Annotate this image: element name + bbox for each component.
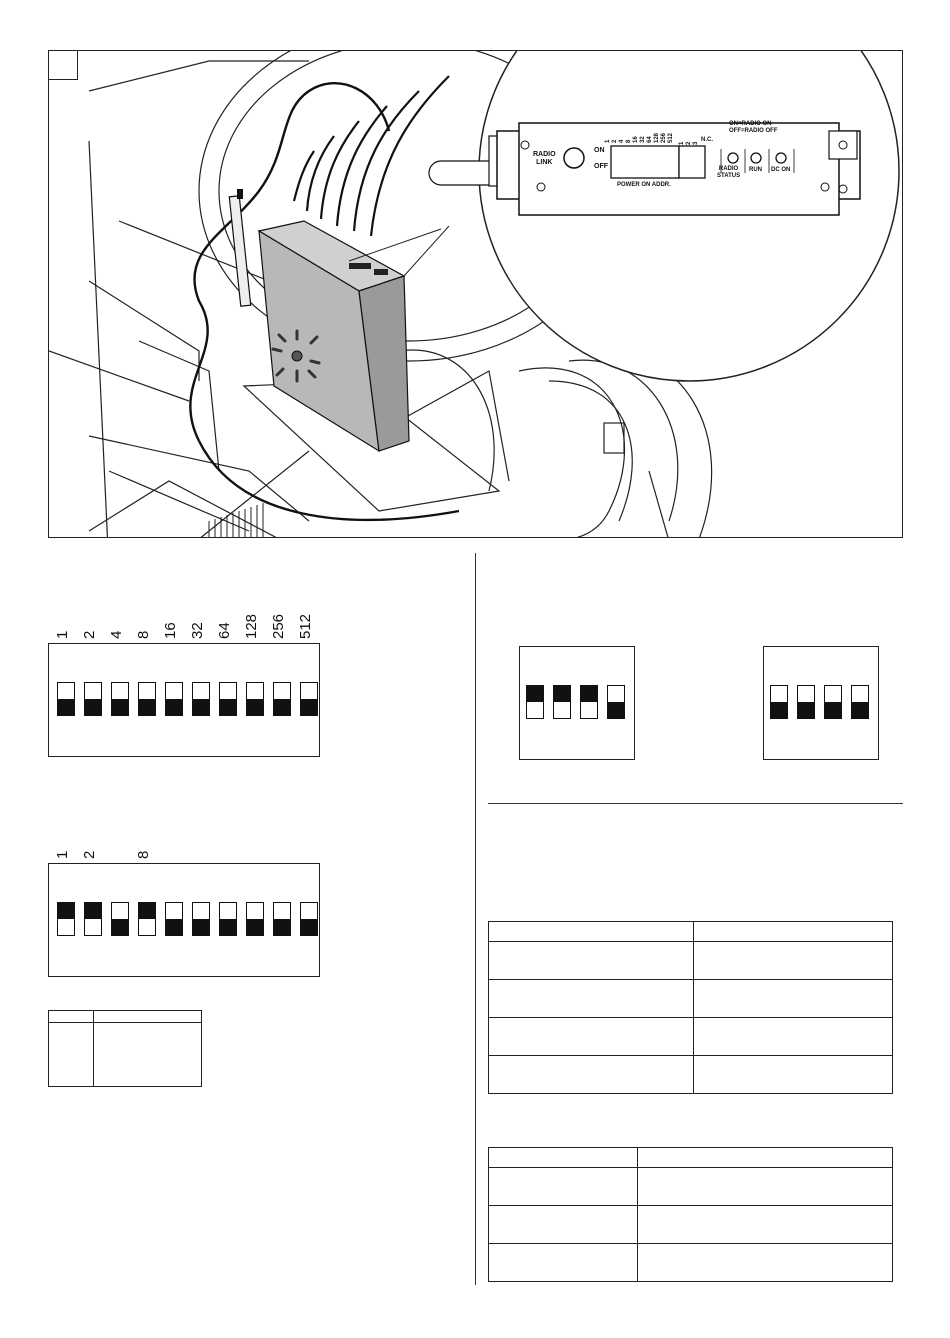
nc-label: N.C.: [701, 137, 713, 143]
dip-switch-3: [111, 682, 129, 716]
switch-lever: [166, 699, 182, 715]
switch-lever: [852, 702, 868, 718]
switch-lever: [58, 903, 74, 919]
dip-position-label: 8: [135, 850, 152, 859]
switch-lever: [554, 686, 570, 702]
switch-lever: [139, 699, 155, 715]
switch-lever: [58, 699, 74, 715]
dip-switch-2: [84, 682, 102, 716]
panel-number: 8: [626, 139, 632, 143]
radio-link-label: RADIO LINK: [533, 151, 556, 166]
switch-lever: [771, 702, 787, 718]
dip-position-label: 512: [297, 613, 314, 639]
dip-switch-7: [219, 902, 237, 936]
dip-position-label: 1: [54, 850, 71, 859]
power-on-addr-label: POWER ON ADDR.: [617, 182, 671, 188]
dip-position-label: 4: [108, 630, 125, 639]
switch-lever: [85, 699, 101, 715]
switch-lever: [220, 919, 236, 935]
table-cell: [638, 1148, 893, 1168]
panel-number: 2: [612, 139, 618, 143]
switch-lever: [274, 919, 290, 935]
figure-tag: [49, 51, 78, 80]
switch-lever: [166, 919, 182, 935]
panel-number: 256: [661, 132, 667, 143]
dip-switch-1: [57, 682, 75, 716]
switch-lever: [301, 699, 317, 715]
panel-number: 1: [679, 141, 685, 145]
dip-switch-4: [138, 902, 156, 936]
switch-lever: [193, 919, 209, 935]
table-cell: [694, 1018, 893, 1056]
dip-position-label: 128: [243, 613, 260, 639]
table-cell: [638, 1244, 893, 1282]
table-cell: [694, 1056, 893, 1094]
table-cell: [489, 922, 694, 942]
table-cell: [694, 942, 893, 980]
small-table-cell: [94, 1011, 202, 1023]
panel-number: 4: [619, 139, 625, 143]
dc-on-label: DC ON: [771, 167, 791, 173]
dip-position-label: 1: [54, 630, 71, 639]
dip-position-label: 2: [81, 630, 98, 639]
dip-switch-6: [192, 902, 210, 936]
switch-lever: [139, 903, 155, 919]
small-table-cell: [49, 1011, 94, 1023]
small-table: [48, 1010, 202, 1087]
switch-lever: [193, 699, 209, 715]
address-numbers: [605, 113, 691, 143]
panel-number: 1: [605, 139, 611, 143]
switch-lever: [527, 686, 543, 702]
switch-lever: [274, 699, 290, 715]
dip-switch-small-a: [519, 646, 635, 760]
dip-switch-4: [138, 682, 156, 716]
dip-switch-small-b: [763, 646, 879, 760]
run-label: RUN: [749, 167, 762, 173]
switch-lever: [825, 702, 841, 718]
table-cell: [489, 980, 694, 1018]
dip-switch-5: [165, 902, 183, 936]
dip-position-label: 2: [81, 850, 98, 859]
switch-lever: [608, 702, 624, 718]
dip-switch-2: [553, 685, 571, 719]
dip-switch-1: [770, 685, 788, 719]
dip-switch-5: [165, 682, 183, 716]
dip-position-label: 64: [216, 622, 233, 639]
off-label: OFF: [594, 163, 608, 170]
column-divider: [475, 553, 476, 1285]
table-cell: [638, 1168, 893, 1206]
table-cell: [489, 1056, 694, 1094]
dip-switch-3: [111, 902, 129, 936]
switch-lever: [798, 702, 814, 718]
dip-position-label: 256: [270, 613, 287, 639]
fixture-illustration: [48, 50, 903, 538]
switch-lever: [85, 903, 101, 919]
on-label: ON: [594, 147, 605, 154]
dip-position-label: 16: [162, 622, 179, 639]
switch-lever: [247, 699, 263, 715]
panel-number: 512: [668, 132, 674, 143]
section-divider: [488, 803, 903, 804]
dip-switch-1: [526, 685, 544, 719]
dip-switch-8: [246, 682, 264, 716]
dip-switch-4: [851, 685, 869, 719]
switch-lever: [301, 919, 317, 935]
dip-switch-3: [824, 685, 842, 719]
dip-switch-1: [57, 902, 75, 936]
dip-switch-9: [273, 902, 291, 936]
dip-position-label: 32: [189, 622, 206, 639]
radio-legend: ON=RADIO ON OFF=RADIO OFF: [729, 121, 778, 134]
panel-number: 64: [647, 136, 653, 143]
switch-lever: [112, 699, 128, 715]
switch-lever: [220, 699, 236, 715]
dip-switch-8: [246, 902, 264, 936]
panel-number: 32: [640, 136, 646, 143]
panel-number: 16: [633, 136, 639, 143]
radio-status-label: RADIO STATUS: [717, 166, 741, 179]
right-lower-table: [488, 1147, 893, 1282]
dip-switch-example-1: [48, 643, 320, 757]
table-cell: [694, 980, 893, 1018]
table-cell: [489, 1018, 694, 1056]
small-table-cell: [49, 1023, 94, 1087]
dip-switch-2: [84, 902, 102, 936]
table-cell: [489, 1148, 638, 1168]
panel-number: 3: [693, 141, 699, 145]
dip-switch-6: [192, 682, 210, 716]
table-cell: [489, 1168, 638, 1206]
dip-switch-7: [219, 682, 237, 716]
dip-switch-4: [607, 685, 625, 719]
dip-switch-2: [797, 685, 815, 719]
right-upper-table: [488, 921, 893, 1094]
table-cell: [694, 922, 893, 942]
panel-number: 128: [654, 132, 660, 143]
table-cell: [489, 942, 694, 980]
small-table-cell: [94, 1023, 202, 1087]
dip-switch-10: [300, 902, 318, 936]
dip-switch-3: [580, 685, 598, 719]
dip-switch-9: [273, 682, 291, 716]
dip-switch-example-2: [48, 863, 320, 977]
switch-lever: [247, 919, 263, 935]
dip-position-label: 8: [135, 630, 152, 639]
panel-number: 2: [686, 141, 692, 145]
table-cell: [638, 1206, 893, 1244]
table-cell: [489, 1206, 638, 1244]
dip-switch-10: [300, 682, 318, 716]
switch-lever: [581, 686, 597, 702]
table-cell: [489, 1244, 638, 1282]
switch-lever: [112, 919, 128, 935]
